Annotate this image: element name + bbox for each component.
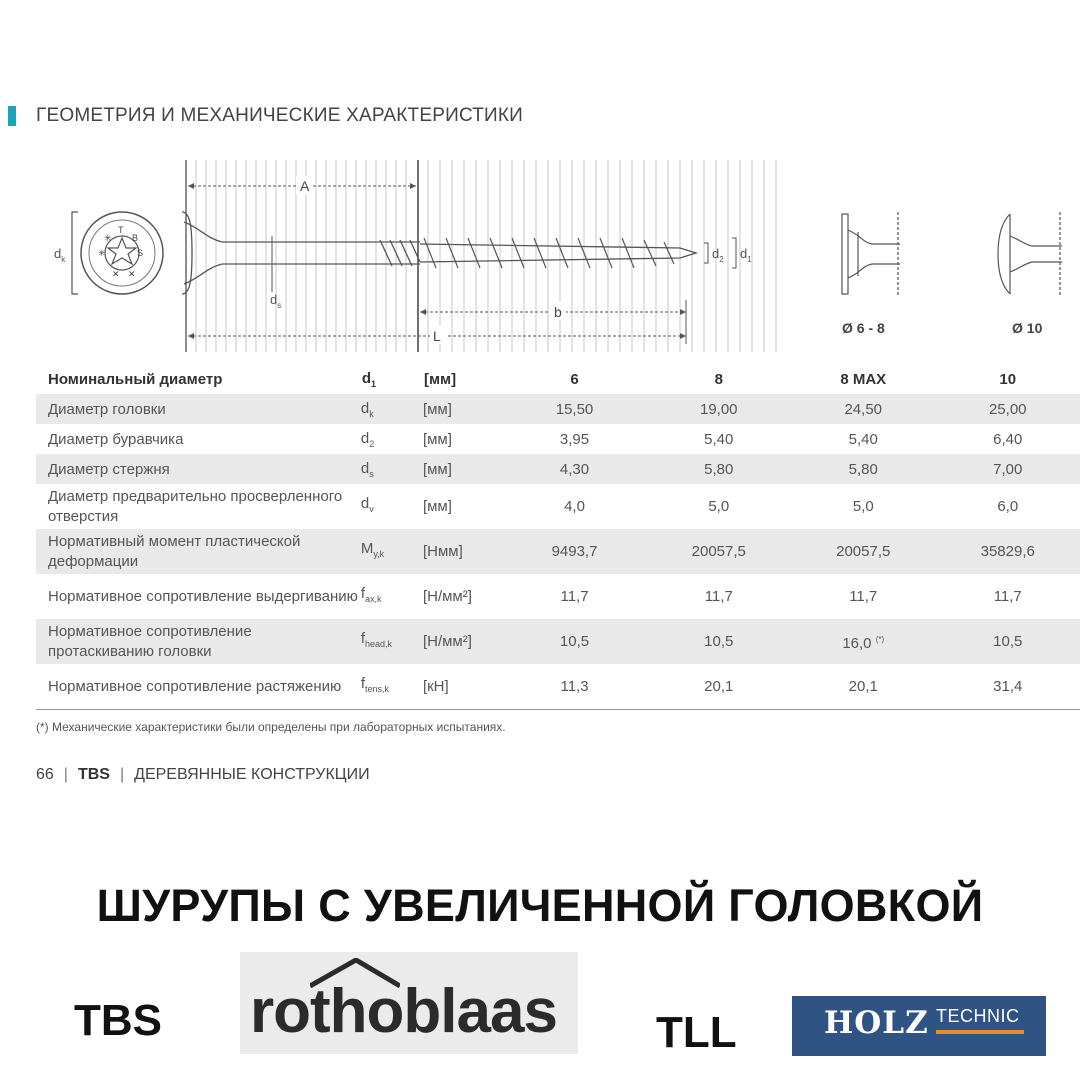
header-value: 10 bbox=[999, 370, 1017, 388]
table-row bbox=[36, 619, 1080, 664]
row-name: Диаметр предварительно просверленного отверстия bbox=[48, 487, 343, 525]
row-symbol: $M_{y,k}$ bbox=[361, 529, 423, 574]
row-unit: [мм] bbox=[422, 497, 452, 515]
table-row bbox=[36, 484, 1080, 529]
row-value: 4,0 bbox=[564, 497, 585, 515]
row-symbol: $d_2$ bbox=[360, 429, 375, 449]
page-footer bbox=[36, 766, 370, 784]
row-value: 5,0 bbox=[852, 497, 874, 515]
row-value: 20057,5 bbox=[647, 529, 791, 574]
table-row bbox=[36, 424, 1080, 454]
row-symbol: $f_{tens,k}$ bbox=[361, 664, 423, 710]
rothoblaas-wordmark: rothoblaas bbox=[250, 977, 557, 1046]
dim-b-label: b bbox=[554, 304, 562, 320]
row-value: 35829,6 bbox=[935, 529, 1080, 574]
page-number: 66 bbox=[36, 766, 54, 783]
row-value: 19,00 bbox=[647, 394, 791, 424]
row-unit: [мм] bbox=[423, 394, 503, 424]
product-code-tll: TLL bbox=[656, 1008, 737, 1057]
row-value: 10,5 bbox=[503, 619, 647, 664]
product-code: TBS bbox=[77, 766, 110, 783]
svg-text:T: T bbox=[118, 225, 124, 235]
row-value: 6,0 bbox=[997, 497, 1019, 515]
row-unit: [мм] bbox=[423, 454, 503, 484]
row-value: 6,40 bbox=[993, 430, 1023, 448]
header-value: 6 bbox=[570, 370, 579, 388]
section-header bbox=[8, 104, 523, 128]
svg-text:✕: ✕ bbox=[112, 270, 120, 280]
table-row bbox=[36, 574, 1080, 619]
row-symbol: $d_v$ bbox=[360, 495, 374, 514]
holz-wordmark: HOLZ bbox=[824, 1005, 929, 1041]
catalog-section: ДЕРЕВЯННЫЕ КОНСТРУКЦИИ bbox=[134, 766, 370, 783]
banner-title: ШУРУПЫ С УВЕЛИЧЕННОЙ ГОЛОВКОЙ bbox=[96, 880, 984, 931]
row-value: 5,80 bbox=[647, 454, 791, 484]
header-value: 8 MAX bbox=[840, 370, 887, 388]
row-unit: [Н/мм²] bbox=[423, 619, 503, 664]
table-row bbox=[36, 394, 1080, 424]
table-row bbox=[36, 529, 1080, 574]
ds-label: $d_s$ bbox=[270, 292, 282, 310]
header-unit: [мм] bbox=[423, 370, 457, 388]
d2-label: $d_2$ bbox=[712, 246, 724, 264]
row-value: 4,30 bbox=[503, 454, 647, 484]
header-name: Номинальный диаметр bbox=[48, 370, 223, 388]
holz-stripe bbox=[936, 1030, 1024, 1034]
row-symbol: $f_{ax,k}$ bbox=[360, 585, 382, 604]
row-value: 11,7 bbox=[993, 587, 1022, 605]
screw-drawing bbox=[0, 150, 1080, 360]
dk-bracket bbox=[72, 212, 78, 294]
d2-bracket bbox=[704, 243, 708, 263]
svg-text:✳: ✳ bbox=[98, 249, 106, 259]
row-value: 25,00 bbox=[935, 394, 1080, 424]
dk-label: $d_k$ bbox=[54, 246, 66, 264]
row-value: 15,50 bbox=[503, 394, 647, 424]
rothoblaas-logo bbox=[240, 952, 578, 1054]
row-symbol: $d_k$ bbox=[361, 394, 423, 424]
row-value: 31,4 bbox=[935, 664, 1080, 710]
row-value: 5,80 bbox=[791, 454, 935, 484]
accent-bar bbox=[8, 106, 16, 126]
row-value: 11,7 bbox=[560, 587, 589, 605]
row-name: Диаметр буравчика bbox=[48, 430, 184, 448]
holz-technic-logo bbox=[792, 996, 1046, 1056]
svg-text:B: B bbox=[132, 233, 139, 243]
row-value: 24,50 bbox=[791, 394, 935, 424]
header-value: 8 bbox=[714, 370, 723, 388]
row-value: 5,40 bbox=[704, 430, 734, 448]
row-name: Нормативное сопротивление растяжению bbox=[36, 664, 361, 710]
variant-label-6-8: Ø 6 - 8 bbox=[842, 320, 885, 336]
d1-label: $d_1$ bbox=[740, 246, 752, 264]
row-value: 7,00 bbox=[935, 454, 1080, 484]
footnote-mark: (*) bbox=[875, 634, 885, 644]
row-value: 10,5 bbox=[647, 619, 791, 664]
variant-head-6-8 bbox=[842, 212, 900, 296]
footer-separator: | bbox=[63, 766, 68, 783]
row-unit: [Н/мм²] bbox=[422, 587, 472, 605]
row-name: Диаметр головки bbox=[36, 394, 361, 424]
svg-text:✳: ✳ bbox=[104, 234, 112, 244]
footer-separator: | bbox=[119, 766, 125, 783]
row-value: 9493,7 bbox=[503, 529, 647, 574]
row-name: Диаметр стержня bbox=[36, 454, 361, 484]
technic-wordmark: TECHNIC bbox=[936, 1006, 1020, 1026]
row-name: Нормативный момент пластической деформации bbox=[36, 529, 361, 574]
product-code-tbs: TBS bbox=[74, 996, 162, 1045]
svg-text:✕: ✕ bbox=[128, 270, 136, 280]
row-value: 20,1 bbox=[791, 664, 935, 710]
header-symbol: $d_1$ bbox=[361, 369, 377, 389]
row-value: 11,7 bbox=[849, 587, 878, 605]
table-header-row bbox=[36, 364, 1080, 394]
row-value: 5,0 bbox=[708, 497, 730, 515]
row-value: 20,1 bbox=[647, 664, 791, 710]
row-symbol: $d_s$ bbox=[361, 454, 423, 484]
row-value: 11,3 bbox=[503, 664, 647, 710]
row-value: 3,95 bbox=[559, 430, 590, 448]
row-value: 16,0 (*) bbox=[791, 619, 935, 664]
thread-ridges bbox=[424, 238, 674, 268]
row-unit: [Нмм] bbox=[423, 529, 503, 574]
spec-table bbox=[36, 364, 1080, 710]
screw-side-view bbox=[182, 212, 696, 294]
row-value: 5,40 bbox=[848, 430, 878, 448]
dim-A-label: A bbox=[300, 178, 310, 194]
variant-head-10 bbox=[998, 212, 1062, 296]
dim-L-label: L bbox=[433, 328, 441, 344]
section-title: ГЕОМЕТРИЯ И МЕХАНИЧЕСКИЕ ХАРАКТЕРИСТИКИ bbox=[36, 105, 524, 126]
head-top-view bbox=[81, 212, 163, 294]
row-value: 11,7 bbox=[704, 587, 733, 605]
variant-label-10: Ø 10 bbox=[1012, 320, 1043, 336]
row-unit: [мм] bbox=[422, 430, 452, 448]
footnote: (*) Механические характеристики были определены при лабораторных испытаниях. bbox=[36, 720, 506, 734]
row-value: 20057,5 bbox=[791, 529, 935, 574]
row-symbol: $f_{head,k}$ bbox=[361, 619, 423, 664]
row-value: 10,5 bbox=[935, 619, 1080, 664]
table-row bbox=[36, 454, 1080, 484]
svg-text:S: S bbox=[137, 248, 144, 258]
row-name: Нормативное сопротивление выдергиванию bbox=[48, 587, 358, 605]
table-row bbox=[36, 664, 1080, 710]
row-name: Нормативное сопротивление протаскиванию головки bbox=[36, 619, 361, 664]
d1-bracket bbox=[732, 238, 736, 268]
row-unit: [кН] bbox=[423, 664, 503, 710]
